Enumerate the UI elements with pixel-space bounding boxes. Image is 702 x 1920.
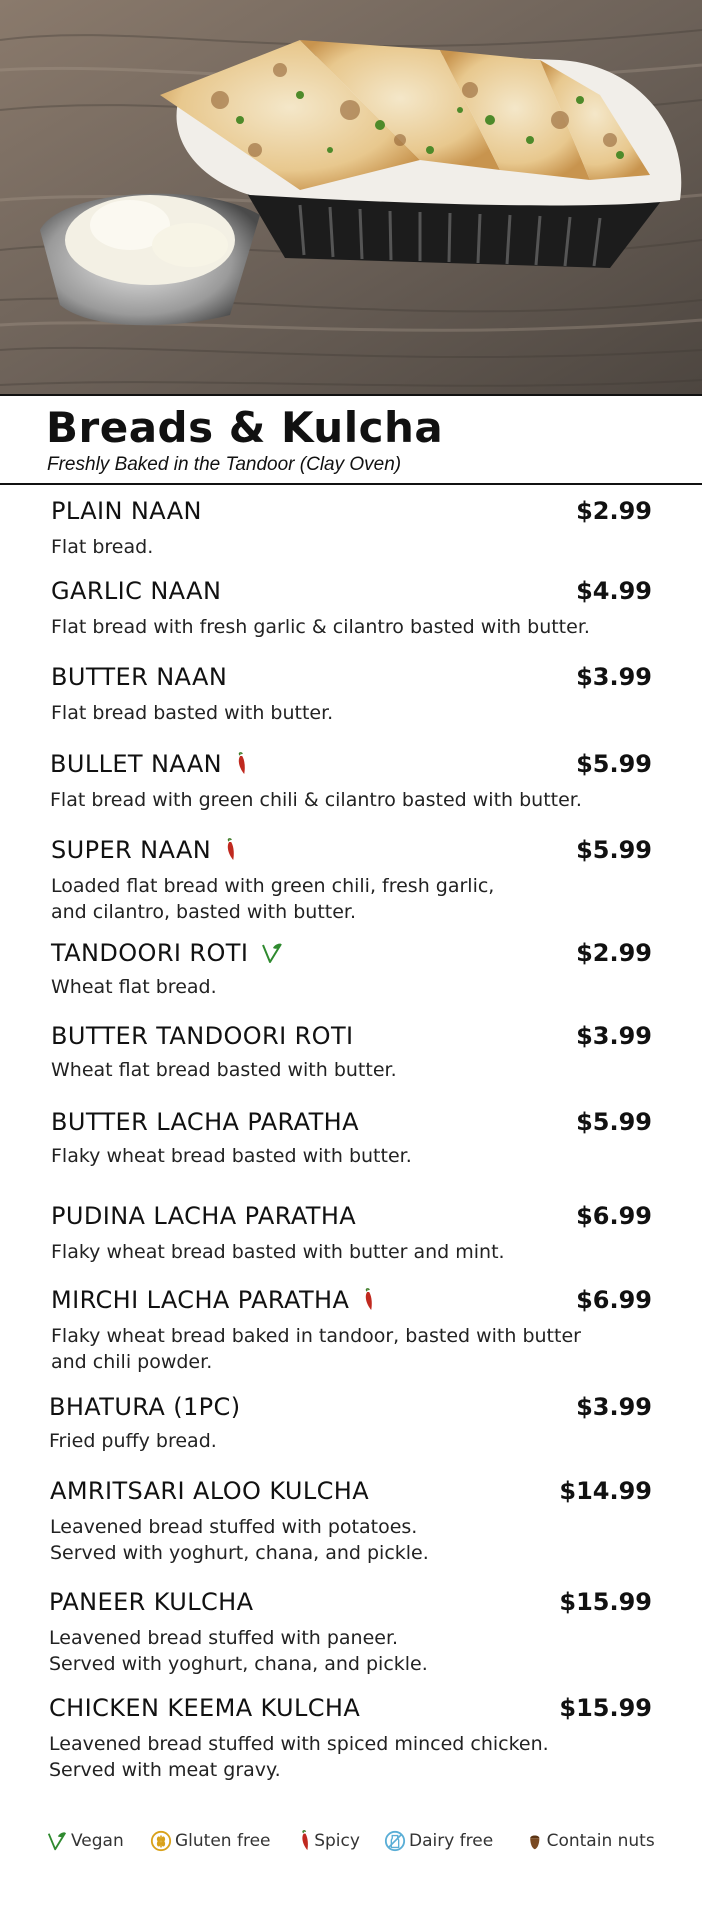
legend-label: Vegan [71,1831,124,1851]
menu-item-description-line: Leavened bread stuffed with spiced minced chicken. [49,1733,549,1755]
menu-item-name-text: GARLIC NAAN [51,577,222,605]
menu-item-description [51,1057,397,1083]
header-divider [0,483,702,485]
menu-item-name [50,1476,369,1506]
menu-item-name-text: BUTTER TANDOORI ROTI [51,1022,354,1050]
naan-basket-image [0,0,702,394]
legend-entry [46,1830,124,1852]
menu-item-name-text: BHATURA (1PC) [49,1393,241,1421]
chili-icon [361,1288,375,1312]
menu-item-name [51,938,284,968]
menu-item-name-text: CHICKEN KEEMA KULCHA [49,1694,361,1722]
menu-item-name [50,749,248,779]
menu-item-description [50,1514,429,1566]
menu-item-price: $3.99 [576,1022,652,1050]
menu-item-description-line: Served with yoghurt, chana, and pickle. [49,1653,428,1675]
menu-item-description-line: Flat bread. [51,536,154,558]
menu-item-price: $5.99 [576,836,652,864]
menu-item-price: $15.99 [559,1694,652,1722]
legend-entry [526,1830,655,1852]
menu-item-price: $6.99 [576,1202,652,1230]
menu-item-description-line: Wheat flat bread. [51,976,217,998]
menu-item-description [51,873,494,925]
menu-item-price: $2.99 [576,497,652,525]
menu-item-description [51,700,333,726]
menu-item-description [50,787,582,813]
legend-entry [298,1830,360,1852]
menu-item-description-line: Fried puffy bread. [49,1430,217,1452]
menu-item-description-line: Leavened bread stuffed with potatoes. [50,1516,418,1538]
menu-item-description [49,1625,428,1677]
legend-label: Contain nuts [546,1831,655,1851]
menu-item-description-line: Served with meat gravy. [49,1759,281,1781]
menu-item-name-text: BULLET NAAN [50,750,223,778]
menu-item-description [51,974,217,1000]
menu-item-price: $3.99 [576,1393,652,1421]
menu-item-description [49,1731,549,1783]
menu-item-description-line: Flaky wheat bread basted with butter and mint. [51,1241,505,1263]
menu-item-name [49,1392,240,1422]
menu-item-price: $6.99 [576,1286,652,1314]
menu-item-description-line: Flat bread basted with butter. [51,702,334,724]
menu-item-name [51,1201,356,1231]
menu-item-description-line: and cilantro, basted with butter. [51,901,357,923]
menu-item-name [51,662,227,692]
menu-item-name-text: TANDOORI ROTI [51,939,249,967]
menu-item-name-text: PUDINA LACHA PARATHA [51,1202,357,1230]
menu-item-description [51,1239,505,1265]
chili-icon [223,838,237,862]
legend-label: Gluten free [175,1831,271,1851]
menu-item-description-line: and chili powder. [51,1351,213,1373]
menu-item-name [51,835,238,865]
menu-item-description [49,1428,217,1454]
menu-item-name [49,1693,360,1723]
page-subtitle: Freshly Baked in the Tandoor (Clay Oven) [47,454,402,475]
dairy-free-icon [384,1830,406,1852]
menu-item-description-line: Flat bread with green chili & cilantro basted with butter. [50,789,582,811]
menu-item-name [51,1107,359,1137]
menu-item-price: $2.99 [576,939,652,967]
menu-item-price: $4.99 [576,577,652,605]
menu-item-name-text: PANEER KULCHA [49,1588,254,1616]
menu-item-description-line: Flaky wheat bread baked in tandoor, basted with butter [51,1325,581,1347]
menu-item-name-text: MIRCHI LACHA PARATHA [51,1286,350,1314]
legend-entry [384,1830,493,1852]
menu-item-description-line: Flat bread with fresh garlic & cilantro basted with butter. [51,616,590,638]
menu-item-name [51,1285,376,1315]
menu-item-price: $14.99 [559,1477,652,1505]
menu-item-name [49,1587,253,1617]
nut-icon [526,1830,544,1852]
page-title: Breads & Kulcha [46,403,444,452]
menu-item-description-line: Served with yoghurt, chana, and pickle. [50,1542,429,1564]
menu-item-name-text: BUTTER LACHA PARATHA [51,1108,359,1136]
menu-item-name-text: AMRITSARI ALOO KULCHA [50,1477,370,1505]
chili-icon [298,1830,311,1852]
menu-item-description [51,1143,412,1169]
menu-item-description [51,614,590,640]
menu-item-description-line: Wheat flat bread basted with butter. [51,1059,397,1081]
vegan-icon [46,1830,68,1852]
menu-item-name [51,576,221,606]
chili-icon [234,752,248,776]
menu-item-name-text: PLAIN NAAN [51,497,202,525]
menu-item-name [51,1021,354,1051]
menu-item-description [51,1323,581,1375]
menu-item-description-line: Flaky wheat bread basted with butter. [51,1145,412,1167]
hero-photo [0,0,702,396]
menu-item-name-text: BUTTER NAAN [51,663,228,691]
menu-item-price: $5.99 [576,1108,652,1136]
menu-item-price: $15.99 [559,1588,652,1616]
dietary-legend [0,1830,702,1860]
menu-item-name-text: SUPER NAAN [51,836,212,864]
vegan-icon [260,941,284,965]
legend-entry [150,1830,271,1852]
menu-item-name [51,496,202,526]
legend-label: Spicy [314,1831,360,1851]
menu-item-price: $3.99 [576,663,652,691]
menu-item-description-line: Leavened bread stuffed with paneer. [49,1627,399,1649]
menu-item-price: $5.99 [576,750,652,778]
menu-item-description-line: Loaded flat bread with green chili, fresh garlic, [51,875,495,897]
legend-label: Dairy free [409,1831,494,1851]
menu-item-description [51,534,153,560]
gluten-free-icon [150,1830,172,1852]
